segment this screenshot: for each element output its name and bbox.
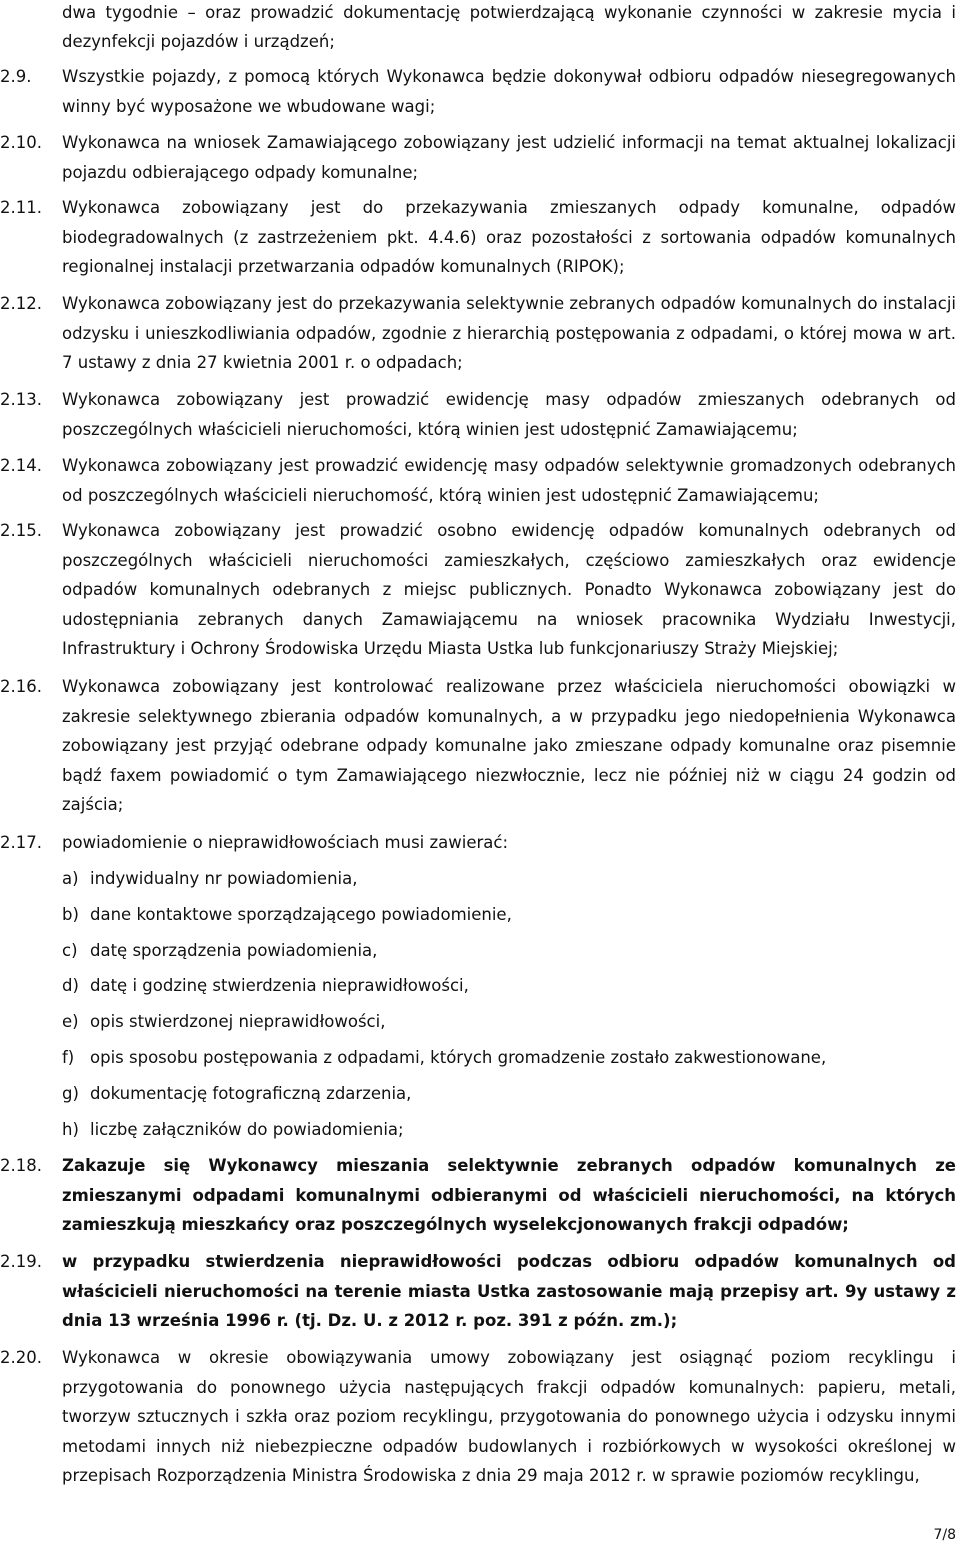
- item-text: Wykonawca zobowiązany jest do przekazywania selektywnie zebranych odpadów komunalnych do instalacji odzysku i unieszkodliwiania odpadów, zgodnie z hierarchią postępowania z odpadami, o której mowa w art. 7 ustawy z dnia 27 kwietnia 2001 r. o odpadach;: [62, 294, 956, 372]
- item-text: powiadomienie o nieprawidłowościach musi zawierać:: [62, 833, 509, 852]
- item-text: w przypadku stwierdzenia nieprawidłowości podczas odbioru odpadów komunalnych od właścicieli nieruchomości na terenie miasta Ustka zastosowanie mają przepisy art. 9y ustawy z dnia 13 września 1996 r. (tj. Dz. U. z 2012 r. poz. 391 z późn. zm.);: [62, 1252, 956, 1330]
- subitem-text: liczbę załączników do powiadomienia;: [90, 1120, 404, 1139]
- subitem-letter: f): [62, 1048, 75, 1067]
- item-text: Wykonawca na wniosek Zamawiającego zobowiązany jest udzielić informacji na temat aktualnej lokalizacji pojazdu odbierającego odpady komunalne;: [62, 133, 956, 182]
- item-text: Wykonawca w okresie obowiązywania umowy zobowiązany jest osiągnąć poziom recyklingu i przygotowania do ponownego użycia następujących frakcji odpadów komunalnych: papieru, metali, tworzyw sztucznych i szkła oraz poziom recyklingu, przygotowania do ponownego użycia i odzysku innymi metodami innych niż niebezpieczne odpadów budowlanych i rozbiórkowych w wysokości określonej w przepisach Rozporządzenia Ministra Środowiska z dnia 29 maja 2012 r. w sprawie poziomów recyklingu,: [62, 1348, 956, 1485]
- item-number: 2.12.: [0, 294, 42, 313]
- subitem-text: opis sposobu postępowania z odpadami, których gromadzenie zostało zakwestionowane,: [90, 1048, 827, 1067]
- subitem-text: indywidualny nr powiadomienia,: [90, 869, 358, 888]
- item-text: Wykonawca zobowiązany jest do przekazywania zmieszanych odpady komunalne, odpadów biodegradowalnych (z zastrzeżeniem pkt. 4.4.6) oraz pozostałości z sortowania odpadów komunalnych regionalnej instalacji przetwarzania odpadów komunalnych (RIPOK);: [62, 198, 956, 276]
- item-text: Wszystkie pojazdy, z pomocą których Wykonawca będzie dokonywał odbioru odpadów niesegregowanych winny być wyposażone we wbudowane wagi;: [62, 67, 956, 116]
- subitem-letter: g): [62, 1084, 79, 1103]
- subitem-g: [62, 1079, 956, 1108]
- subitem-h: [62, 1115, 956, 1144]
- subitem-letter: c): [62, 941, 78, 960]
- list-item-2-9: [0, 62, 956, 121]
- list-item-2-15: [0, 516, 956, 664]
- subitem-letter: a): [62, 869, 79, 888]
- subitem-a: [62, 864, 956, 893]
- item-text: Wykonawca zobowiązany jest kontrolować realizowane przez właściciela nieruchomości obowiązki w zakresie selektywnego zbierania odpadów komunalnych, a w przypadku jego niedopełnienia Wykonawca zobowiązany jest przyjąć odebrane odpady komunalne jako zmieszane odpady komunalne oraz pisemnie bądź faxem powiadomić o tym Zamawiającego niezwłocznie, lecz nie później niż w ciągu 24 godzin od zajścia;: [62, 677, 956, 814]
- item-number: 2.14.: [0, 456, 42, 475]
- item-number: 2.13.: [0, 390, 42, 409]
- item-text: Wykonawca zobowiązany jest prowadzić osobno ewidencję odpadów komunalnych odebranych od poszczególnych właścicieli nieruchomości zamieszkałych, częściowo zamieszkałych oraz ewidencje odpadów komunalnych odebranych z miejsc publicznych. Ponadto Wykonawca zobowiązany jest do udostępniania zebranych danych Zamawiającemu na wniosek pracownika Wydziału Inwestycji, Infrastruktury i Ochrony Środowiska Urzędu Miasta Ustka lub funkcjonariuszy Straży Miejskiej;: [62, 521, 956, 658]
- item-text: Zakazuje się Wykonawcy mieszania selektywnie zebranych odpadów komunalnych ze zmieszanymi odpadami komunalnymi odbieranymi od właścicieli nieruchomości, na których zamieszkują mieszkańcy oraz poszczególnych wyselekcjonowanych frakcji odpadów;: [62, 1156, 956, 1234]
- item-text: Wykonawca zobowiązany jest prowadzić ewidencję masy odpadów zmieszanych odebranych od poszczególnych właścicieli nieruchomości, którą winien jest udostępnić Zamawiającemu;: [62, 390, 956, 439]
- list-item-2-13: [0, 385, 956, 444]
- item-number: 2.17.: [0, 833, 42, 852]
- subitem-text: dane kontaktowe sporządzającego powiadomienie,: [90, 905, 512, 924]
- list-item-2-20: [0, 1343, 956, 1491]
- subitem-letter: d): [62, 976, 79, 995]
- subitem-f: [62, 1043, 956, 1072]
- page-number: 7/8: [933, 1527, 956, 1543]
- list-item-2-19: [0, 1247, 956, 1336]
- item-number: 2.10.: [0, 133, 42, 152]
- item-text: Wykonawca zobowiązany jest prowadzić ewidencję masy odpadów selektywnie gromadzonych odebranych od poszczególnych właścicieli nieruchomość, którą winien jest udostępnić Zamawiającemu;: [62, 456, 956, 505]
- list-item-2-17: [0, 828, 956, 858]
- subitem-c: [62, 936, 956, 965]
- subitem-d: [62, 971, 956, 1000]
- list-item-2-12: [0, 289, 956, 378]
- subitem-text: datę sporządzenia powiadomienia,: [90, 941, 378, 960]
- list-item-2-16: [0, 672, 956, 820]
- item-number: 2.9.: [0, 67, 32, 86]
- item-number: 2.18.: [0, 1156, 42, 1175]
- subitem-text: datę i godzinę stwierdzenia nieprawidłowości,: [90, 976, 469, 995]
- item-number: 2.16.: [0, 677, 42, 696]
- subitem-letter: e): [62, 1012, 79, 1031]
- item-number: 2.11.: [0, 198, 42, 217]
- item-number: 2.20.: [0, 1348, 42, 1367]
- continuation-paragraph: dwa tygodnie – oraz prowadzić dokumentację potwierdzającą wykonanie czynności w zakresie mycia i dezynfekcji pojazdów i urządzeń;: [62, 3, 956, 51]
- list-item-2-11: [0, 193, 956, 282]
- list-item-2-10: [0, 128, 956, 187]
- list-item-2-18: [0, 1151, 956, 1240]
- subitem-e: [62, 1007, 956, 1036]
- subitem-letter: h): [62, 1120, 79, 1139]
- subitem-b: [62, 900, 956, 929]
- subitem-letter: b): [62, 905, 79, 924]
- item-number: 2.15.: [0, 521, 42, 540]
- item-number: 2.19.: [0, 1252, 42, 1271]
- subitem-text: dokumentację fotograficzną zdarzenia,: [90, 1084, 412, 1103]
- list-item-2-14: [0, 451, 956, 510]
- subitem-text: opis stwierdzonej nieprawidłowości,: [90, 1012, 386, 1031]
